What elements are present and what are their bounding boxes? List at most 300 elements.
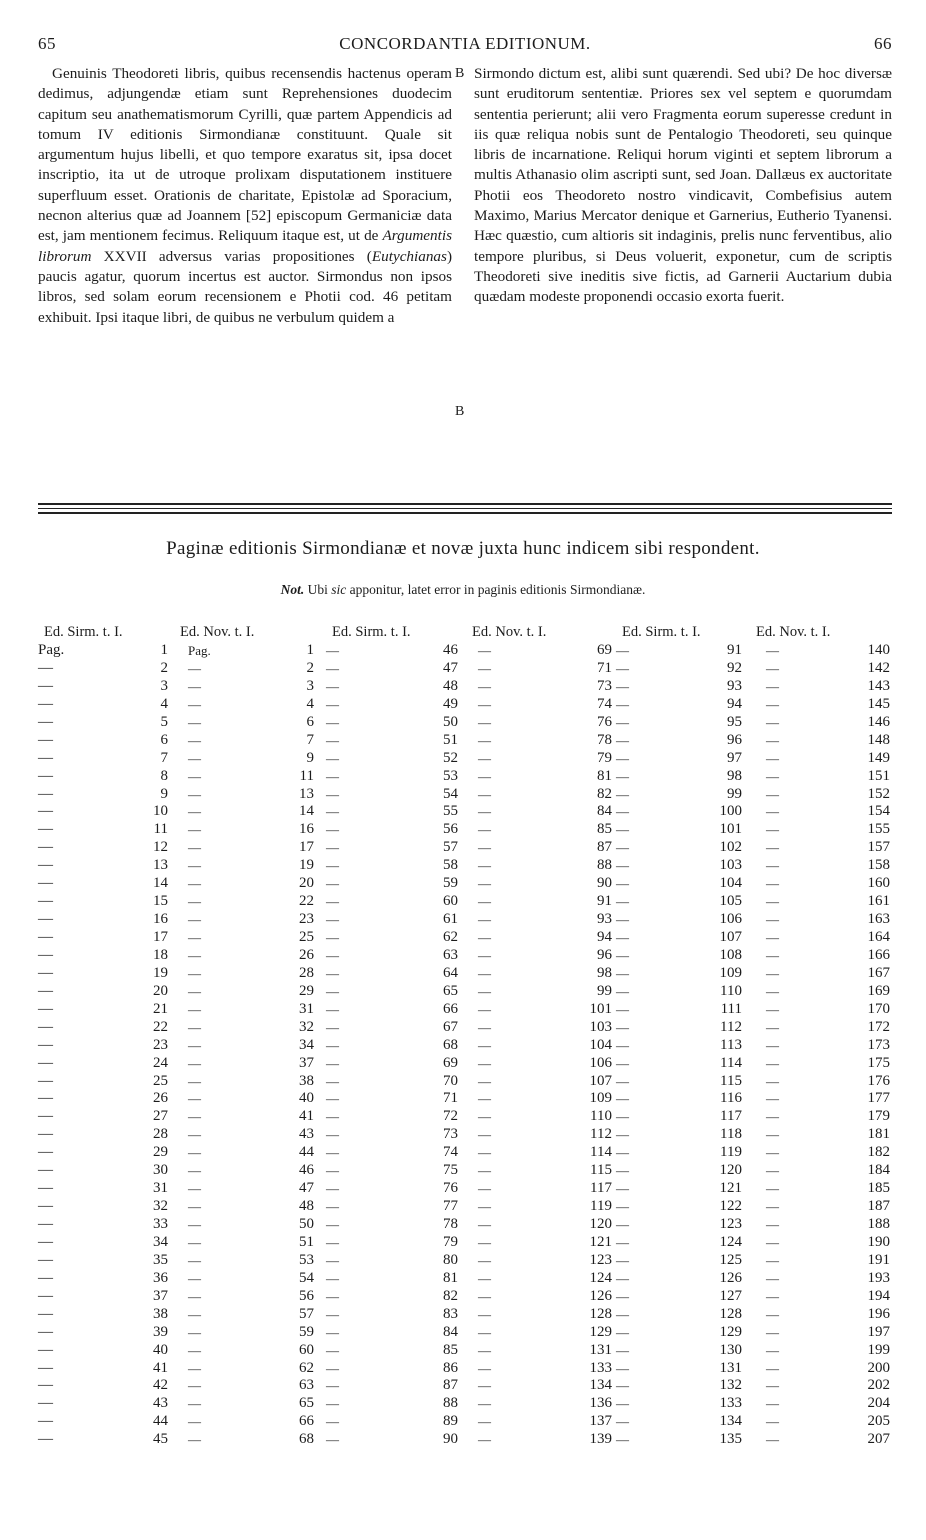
row-dash: — xyxy=(326,678,339,694)
column-header-nov: Ed. Nov. t. I. xyxy=(756,624,831,640)
sirm-page: 96 xyxy=(727,731,742,748)
row-dash: — xyxy=(616,876,629,892)
sirm-page: 83 xyxy=(443,1305,458,1322)
nov-page: 17 xyxy=(299,839,314,856)
sirm-page: 90 xyxy=(443,1431,458,1448)
row-dash: — xyxy=(616,965,629,981)
row-dash: — xyxy=(478,732,491,748)
sirm-page: 55 xyxy=(443,803,458,820)
table-row xyxy=(328,1323,629,1342)
table-row xyxy=(328,749,629,768)
row-dash: — xyxy=(326,1127,339,1143)
table-row xyxy=(328,1108,629,1126)
sirm-page: 109 xyxy=(719,964,742,981)
row-dash: — xyxy=(326,1396,339,1412)
sirm-page: 131 xyxy=(719,1359,742,1376)
row-dash: — xyxy=(616,1432,629,1448)
table-row xyxy=(618,678,894,696)
row-dash: — xyxy=(616,983,629,999)
sirm-page: 79 xyxy=(443,1233,458,1250)
sirm-page: 103 xyxy=(719,857,742,874)
sirm-page: 1 xyxy=(160,642,168,658)
nov-page: 48 xyxy=(299,1198,314,1215)
row-dash: — xyxy=(326,1378,339,1394)
row-dash: — xyxy=(616,1217,629,1232)
nov-page: 119 xyxy=(590,1198,612,1215)
row-dash: — xyxy=(188,1288,201,1304)
nov-page: 3 xyxy=(306,677,314,694)
row-dash: — xyxy=(478,643,491,658)
row-dash: — xyxy=(188,714,201,730)
sirm-page: 80 xyxy=(443,1251,458,1268)
row-dash: — xyxy=(326,947,339,963)
nov-page: 140 xyxy=(867,642,890,658)
pag-label: Pag. xyxy=(38,642,65,658)
row-dash: — xyxy=(326,1306,339,1322)
sirm-page: 120 xyxy=(719,1162,742,1179)
nov-page: 56 xyxy=(299,1287,314,1304)
row-dash: — xyxy=(766,1145,779,1161)
sirm-page: 16 xyxy=(153,911,168,928)
sirm-page: 116 xyxy=(720,1090,742,1107)
nov-page: 99 xyxy=(597,982,612,999)
table-row xyxy=(328,946,629,965)
table-row xyxy=(618,1377,894,1395)
table-row xyxy=(38,1054,339,1073)
sirm-page: 117 xyxy=(720,1108,742,1125)
sirm-page: 50 xyxy=(443,713,458,730)
row-dash: — xyxy=(766,1360,779,1376)
table-row xyxy=(328,785,629,804)
row-dash: — xyxy=(478,1145,491,1161)
note-text-pre: Ubi xyxy=(307,582,328,597)
table-row xyxy=(618,642,894,660)
row-dash: — xyxy=(766,1109,779,1125)
row-dash: — xyxy=(188,1396,201,1412)
row-dash: — xyxy=(766,643,779,658)
sirm-page: 8 xyxy=(160,767,168,784)
table-row xyxy=(38,964,339,983)
row-dash: — xyxy=(326,786,339,802)
row-dash: — xyxy=(766,965,779,981)
table-row xyxy=(38,857,339,875)
table-row xyxy=(328,1413,629,1431)
row-dash: — xyxy=(616,1073,629,1089)
table-row xyxy=(38,713,339,732)
table-row xyxy=(38,821,339,839)
row-dash: — xyxy=(38,785,53,802)
nov-page: 151 xyxy=(867,767,890,784)
table-row xyxy=(38,1395,339,1413)
note-label: Not. xyxy=(280,582,305,597)
row-dash: — xyxy=(478,1270,491,1286)
nov-page: 185 xyxy=(867,1180,890,1197)
row-dash: — xyxy=(616,768,629,784)
nov-page: 160 xyxy=(867,875,890,892)
column-header-nov: Ed. Nov. t. I. xyxy=(472,624,547,640)
table-row xyxy=(38,642,339,660)
row-dash: — xyxy=(188,1001,201,1017)
sirm-page: 69 xyxy=(443,1054,458,1071)
sirm-page: 4 xyxy=(160,695,168,712)
table-row xyxy=(38,1000,339,1019)
row-dash: — xyxy=(326,732,339,748)
nov-page: 136 xyxy=(589,1395,612,1412)
row-dash: — xyxy=(616,732,629,748)
row-dash: — xyxy=(38,749,53,766)
row-dash: — xyxy=(616,714,629,730)
table-row xyxy=(38,893,339,911)
table-row xyxy=(618,875,894,893)
row-dash: — xyxy=(188,696,201,712)
row-dash: — xyxy=(616,750,629,766)
row-dash: — xyxy=(766,678,779,694)
row-dash: — xyxy=(478,768,491,784)
nov-page: 29 xyxy=(299,982,314,999)
row-dash: — xyxy=(38,1323,53,1340)
sirm-page: 49 xyxy=(443,695,458,712)
sirm-page: 97 xyxy=(727,749,742,766)
sirm-page: 17 xyxy=(153,929,168,945)
sirm-page: 58 xyxy=(443,857,458,874)
row-dash: — xyxy=(766,696,779,712)
row-dash: — xyxy=(616,660,629,676)
table-row xyxy=(618,1144,894,1162)
table-row xyxy=(618,1001,894,1019)
table-row xyxy=(38,1431,339,1449)
page-number-left: 65 xyxy=(38,34,56,53)
nov-page: 96 xyxy=(597,946,612,963)
nov-page: 128 xyxy=(589,1305,612,1322)
table-row xyxy=(618,1431,894,1449)
row-dash: — xyxy=(478,1217,491,1232)
sirm-page: 18 xyxy=(153,946,168,963)
row-dash: — xyxy=(478,1234,491,1250)
table-row xyxy=(328,659,629,678)
row-dash: — xyxy=(188,912,201,928)
table-row xyxy=(38,839,339,857)
divider-rule xyxy=(38,503,892,505)
table-row xyxy=(38,803,339,821)
table-row xyxy=(618,750,894,768)
row-dash: — xyxy=(766,983,779,999)
nov-page: 129 xyxy=(589,1323,612,1340)
row-dash: — xyxy=(616,643,629,658)
table-row xyxy=(328,1251,629,1270)
row-dash: — xyxy=(766,822,779,838)
nov-page: 157 xyxy=(867,839,890,856)
table-row xyxy=(618,839,894,857)
nov-page: 28 xyxy=(299,964,314,981)
sirm-page: 113 xyxy=(720,1036,742,1053)
nov-page: 2 xyxy=(306,659,314,676)
row-dash: — xyxy=(326,1234,339,1250)
nov-page: 87 xyxy=(597,839,612,856)
sirm-page: 129 xyxy=(719,1323,742,1340)
row-dash: — xyxy=(478,696,491,712)
nov-page: 170 xyxy=(867,1000,890,1017)
row-dash: — xyxy=(616,696,629,712)
row-dash: — xyxy=(188,1037,201,1053)
table-row xyxy=(328,695,629,714)
row-dash: — xyxy=(38,821,53,838)
row-dash: — xyxy=(766,858,779,874)
table-row xyxy=(328,911,629,929)
sirm-page: 10 xyxy=(153,803,168,820)
nov-page: 169 xyxy=(867,982,890,999)
sirm-page: 68 xyxy=(443,1036,458,1053)
sirm-page: 39 xyxy=(153,1323,168,1340)
row-dash: — xyxy=(188,1145,201,1161)
table-row xyxy=(328,1000,629,1019)
row-dash: — xyxy=(188,1324,201,1340)
row-dash: — xyxy=(326,840,339,856)
row-dash: — xyxy=(478,840,491,856)
nov-page: 84 xyxy=(597,803,612,820)
sirm-page: 34 xyxy=(153,1233,168,1250)
nov-page: 121 xyxy=(589,1233,612,1250)
table-row xyxy=(328,1198,629,1216)
row-dash: — xyxy=(188,678,201,694)
row-dash: — xyxy=(616,1019,629,1035)
sirm-page: 45 xyxy=(153,1431,168,1448)
running-title: CONCORDANTIA EDITIONUM. xyxy=(339,34,591,53)
table-row xyxy=(618,911,894,929)
table-row xyxy=(618,1037,894,1055)
sirm-page: 84 xyxy=(443,1323,458,1340)
row-dash: — xyxy=(188,1378,201,1394)
sirm-page: 135 xyxy=(719,1431,742,1448)
nov-page: 65 xyxy=(299,1395,314,1412)
row-dash: — xyxy=(188,1109,201,1125)
table-row xyxy=(618,1019,894,1037)
table-row xyxy=(328,1180,629,1198)
row-dash: — xyxy=(38,713,53,730)
table-row xyxy=(618,786,894,804)
row-dash: — xyxy=(188,804,201,820)
row-dash: — xyxy=(478,858,491,874)
row-dash: — xyxy=(326,1199,339,1215)
row-dash: — xyxy=(766,804,779,820)
row-dash: — xyxy=(616,1037,629,1053)
row-dash: — xyxy=(326,822,339,838)
table-row xyxy=(38,1377,339,1395)
nov-page: 93 xyxy=(597,911,612,928)
row-dash: — xyxy=(766,1199,779,1215)
nov-page: 82 xyxy=(597,785,612,802)
row-dash: — xyxy=(478,1109,491,1125)
table-row xyxy=(328,1233,629,1252)
row-dash: — xyxy=(38,695,53,712)
table-row xyxy=(618,1342,894,1360)
divider-rule xyxy=(38,508,892,509)
table-row xyxy=(38,1359,339,1378)
nov-page: 126 xyxy=(589,1287,612,1304)
table-row xyxy=(618,1234,894,1252)
row-dash: — xyxy=(326,1019,339,1035)
note-sic: sic xyxy=(331,582,347,597)
sirm-page: 122 xyxy=(719,1198,742,1215)
table-row xyxy=(618,696,894,714)
sirm-page: 130 xyxy=(719,1341,742,1358)
table-group xyxy=(618,624,894,1449)
table-row xyxy=(38,659,339,678)
sirm-page: 107 xyxy=(719,929,742,945)
row-dash: — xyxy=(38,1054,53,1071)
sirm-page: 70 xyxy=(443,1072,458,1089)
nov-page: 164 xyxy=(867,929,890,945)
table-row xyxy=(328,982,629,1001)
nov-page: 142 xyxy=(867,659,890,676)
nov-page: 11 xyxy=(299,767,314,784)
table-row xyxy=(38,1287,339,1306)
sirm-page: 33 xyxy=(153,1216,168,1232)
row-dash: — xyxy=(188,840,201,856)
nov-page: 69 xyxy=(597,642,612,658)
row-dash: — xyxy=(478,983,491,999)
nov-page: 106 xyxy=(589,1054,612,1071)
sirm-page: 51 xyxy=(443,731,458,748)
nov-page: 107 xyxy=(589,1072,612,1089)
row-dash: — xyxy=(766,1091,779,1107)
row-dash: — xyxy=(38,1269,53,1286)
row-dash: — xyxy=(616,858,629,874)
sirm-page: 66 xyxy=(443,1000,458,1017)
row-dash: — xyxy=(766,1127,779,1143)
nov-page: 25 xyxy=(299,929,314,945)
sirm-page: 105 xyxy=(719,893,742,910)
row-dash: — xyxy=(326,930,339,945)
sirm-page: 29 xyxy=(153,1144,168,1161)
row-dash: — xyxy=(188,1306,201,1322)
nov-page: 182 xyxy=(867,1144,890,1161)
row-dash: — xyxy=(38,1216,53,1232)
row-dash: — xyxy=(326,1001,339,1017)
right-paragraph: Sirmondo dictum est, alibi sunt quærendi. Sed ubi? De hoc diversæ sunt eruditorum sententiæ. Priores sex vel septem e quorumdam sententia perierunt; alii vero Fragmenta eorum superesse credunt in iis quæ reliqua nobis sunt de Pentalogio Theodoreti, seu quinque libris de incarnatione. Reliqui horum viginti et septem librorum a multis Athanasio olim ascripti sunt, sed Joan. Dallæus ex auctoritate Photii eos Theodoreto nostro vindicavit, Combefisius autem Maximo, Marius Mercator denique et Garnerius, Eutherio Tyanensi. Hæc quæstio, cum altioris sit indaginis, prelis nunc ferventibus, alio tempore pluribus, si Deus voluerit, exponetur, cum de scriptis Theodoreti sive ineditis sive fictis, ad Garnerii Auctarium dubia quædam modeste proponendi occasio exorta fuerit. xyxy=(474,65,892,306)
italic-phrase: Argumentis librorum xyxy=(38,227,452,265)
nov-page: 176 xyxy=(867,1072,890,1089)
row-dash: — xyxy=(766,1432,779,1448)
table-row xyxy=(328,767,629,786)
sirm-page: 19 xyxy=(153,964,168,981)
nov-page: 37 xyxy=(299,1054,314,1071)
table-row xyxy=(618,660,894,678)
row-dash: — xyxy=(326,1432,339,1448)
nov-page: 51 xyxy=(299,1233,314,1250)
sirm-page: 57 xyxy=(443,839,458,856)
row-dash: — xyxy=(478,786,491,802)
sirm-page: 106 xyxy=(719,911,742,928)
row-dash: — xyxy=(478,1342,491,1358)
sirm-page: 101 xyxy=(719,821,742,838)
row-dash: — xyxy=(188,1432,201,1448)
nov-page: 14 xyxy=(299,803,314,820)
nov-page: 204 xyxy=(867,1395,890,1412)
nov-page: 137 xyxy=(589,1413,612,1430)
table-row xyxy=(328,1162,629,1180)
sirm-page: 61 xyxy=(443,911,458,928)
row-dash: — xyxy=(766,1396,779,1412)
row-dash: — xyxy=(616,1127,629,1143)
row-dash: — xyxy=(478,1199,491,1215)
page-number-right: 66 xyxy=(874,34,892,53)
table-row xyxy=(618,1270,894,1288)
row-dash: — xyxy=(188,876,201,892)
nov-page: 190 xyxy=(867,1233,890,1250)
row-dash: — xyxy=(616,678,629,694)
nov-page: 57 xyxy=(299,1305,314,1322)
table-row xyxy=(618,1180,894,1198)
row-dash: — xyxy=(616,1306,629,1322)
nov-page: 34 xyxy=(299,1036,314,1053)
table-row xyxy=(328,1072,629,1091)
row-dash: — xyxy=(188,660,201,676)
sirm-page: 102 xyxy=(719,839,742,856)
nov-page: 131 xyxy=(589,1341,612,1358)
sirm-page: 98 xyxy=(727,767,742,784)
table-row xyxy=(38,946,339,965)
sirm-page: 20 xyxy=(153,982,168,999)
sirm-page: 99 xyxy=(727,785,742,802)
row-dash: — xyxy=(38,731,53,748)
table-row xyxy=(618,1306,894,1324)
column-header-sirm: Ed. Sirm. t. I. xyxy=(622,624,701,640)
row-dash: — xyxy=(326,1145,339,1161)
sirm-page: 43 xyxy=(153,1395,168,1412)
sirm-page: 52 xyxy=(443,749,458,766)
nov-page: 19 xyxy=(299,857,314,874)
sirm-page: 46 xyxy=(443,642,458,658)
sirm-page: 93 xyxy=(727,677,742,694)
nov-page: 9 xyxy=(306,749,314,766)
row-dash: — xyxy=(766,876,779,892)
sirm-page: 132 xyxy=(719,1377,742,1394)
nov-page: 166 xyxy=(867,946,890,963)
row-dash: — xyxy=(616,822,629,838)
row-dash: — xyxy=(326,660,339,676)
table-row xyxy=(328,857,629,875)
row-dash: — xyxy=(478,1414,491,1430)
row-dash: — xyxy=(616,1270,629,1286)
table-row xyxy=(618,1360,894,1378)
row-dash: — xyxy=(38,982,53,999)
row-dash: — xyxy=(616,1181,629,1197)
row-dash: — xyxy=(188,1234,201,1250)
row-dash: — xyxy=(38,1180,53,1197)
nov-page: 85 xyxy=(597,821,612,838)
table-row xyxy=(38,731,339,750)
table-row xyxy=(618,1073,894,1091)
row-dash: — xyxy=(766,714,779,730)
note-text-post: apponitur, latet error in paginis editionis Sirmondianæ. xyxy=(349,582,646,597)
row-dash: Pag. xyxy=(188,643,211,658)
row-dash: — xyxy=(766,1252,779,1268)
table-row xyxy=(618,929,894,947)
nov-page: 175 xyxy=(867,1054,890,1071)
table-row xyxy=(38,1036,339,1055)
sirm-page: 92 xyxy=(727,659,742,676)
row-dash: — xyxy=(188,1199,201,1215)
nov-page: 187 xyxy=(867,1198,890,1215)
row-dash: — xyxy=(766,1019,779,1035)
sirm-page: 110 xyxy=(720,982,742,999)
sirm-page: 123 xyxy=(719,1216,742,1232)
row-dash: — xyxy=(38,1341,53,1358)
row-dash: — xyxy=(38,1233,53,1250)
sirm-page: 71 xyxy=(443,1090,458,1107)
row-dash: — xyxy=(616,1109,629,1125)
table-row xyxy=(38,1269,339,1288)
